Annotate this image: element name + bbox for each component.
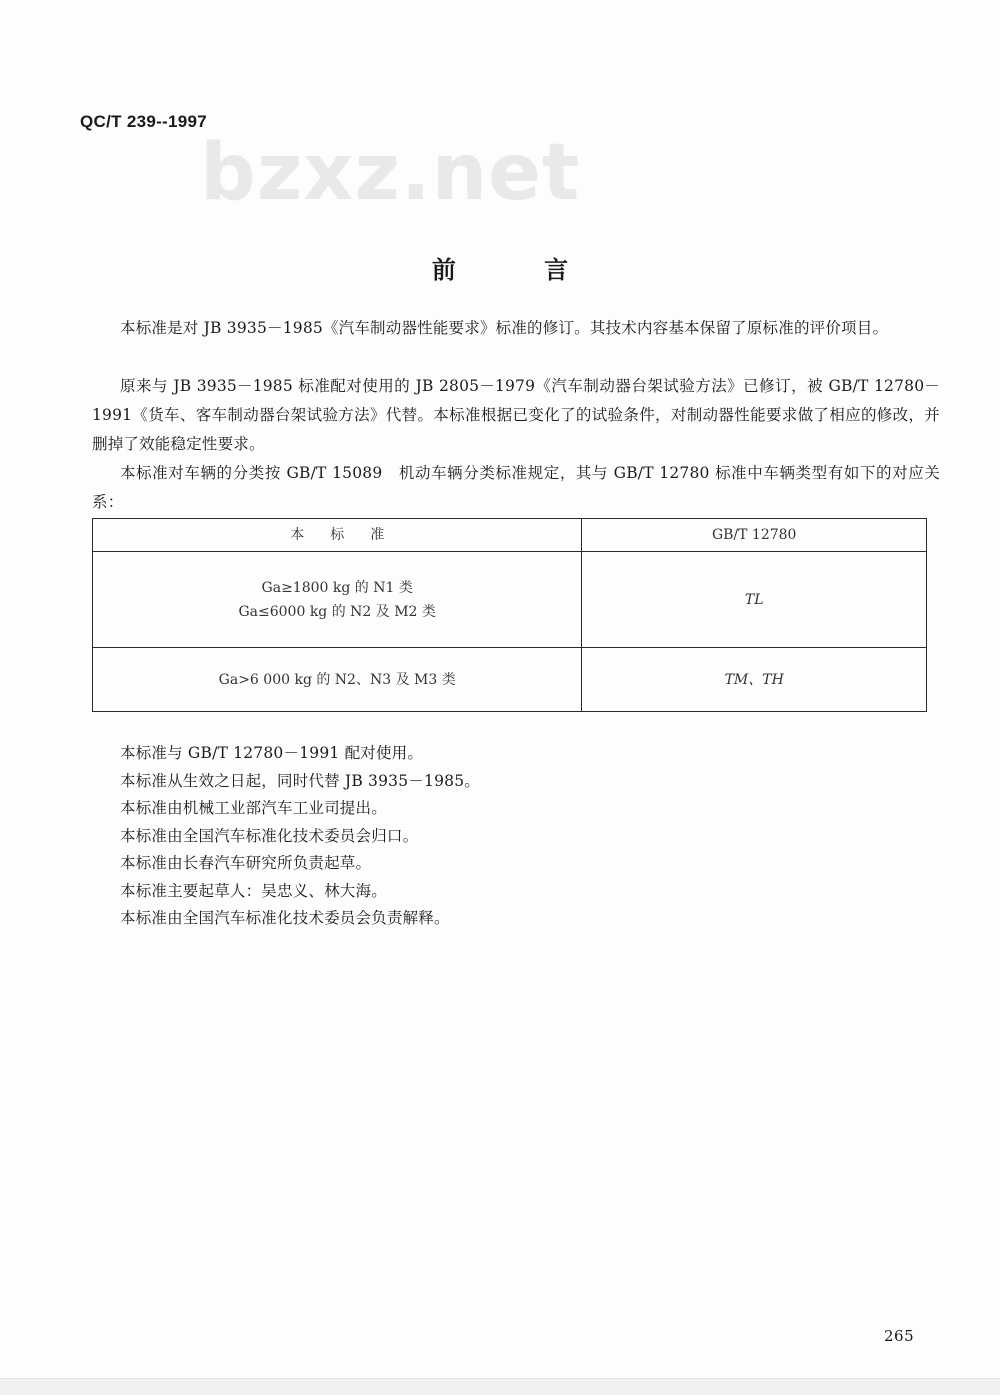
standard-code: QC/T 239--1997 [80,112,208,131]
paragraph-1: 本标准是对 JB 3935－1985《汽车制动器性能要求》标准的修订。其技术内容基本保留了原标准的评价项目。 [120,319,889,337]
closing-line: 本标准由机械工业部汽车工业司提出。 [120,799,387,817]
closing-line: 本标准从生效之日起，同时代替 JB 3935－1985。 [120,771,480,790]
table-header-cell: 本标准 [93,519,582,552]
page-number: 265 [884,1327,915,1345]
table-cell: TL [582,552,927,648]
table-header-cell: GB/T 12780 [582,519,927,552]
closing-line: 本标准由长春汽车研究所负责起草。 [120,854,372,872]
table-header-row [93,519,927,552]
table-cell: TM、TH [582,648,927,712]
table-row [93,552,927,648]
closing-line: 本标准与 GB/T 12780－1991 配对使用。 [120,744,424,762]
page-bottom-edge [0,1378,1000,1395]
page-title: 前 言 [431,255,609,284]
closing-line: 本标准由全国汽车标准化技术委员会负责解释。 [120,909,450,927]
table-cell: Ga>6 000 kg 的 N2、N3 及 M3 类 [93,648,582,712]
watermark: bzxz.net [200,128,581,218]
paragraph-2: 原来与 JB 3935－1985 标准配对使用的 JB 2805－1979《汽车制动器台架试验方法》已修订，被 GB/T 12780－1991《货车、客车制动器台架试验方法》代替。本标准根据已变化了的试验条件，对制动器性能要求做了相应的修改，并删掉了效能稳定性要求。 [92,377,940,453]
table-row [93,648,927,712]
paragraph-3: 本标准对车辆的分类按 GB/T 15089 机动车辆分类标准规定，其与 GB/T 12780 标准中车辆类型有如下的对应关系： [92,464,940,511]
cell-line: Ga≤6000 kg 的 N2 及 M2 类 [238,603,436,620]
vehicle-class-table [92,518,927,712]
table-cell [93,552,582,648]
closing-statements [92,740,940,933]
closing-line: 本标准由全国汽车标准化技术委员会归口。 [120,826,419,845]
closing-line: 本标准主要起草人：吴忠义、林大海。 [120,881,387,900]
cell-line: Ga≥1800 kg 的 N1 类 [261,579,413,596]
